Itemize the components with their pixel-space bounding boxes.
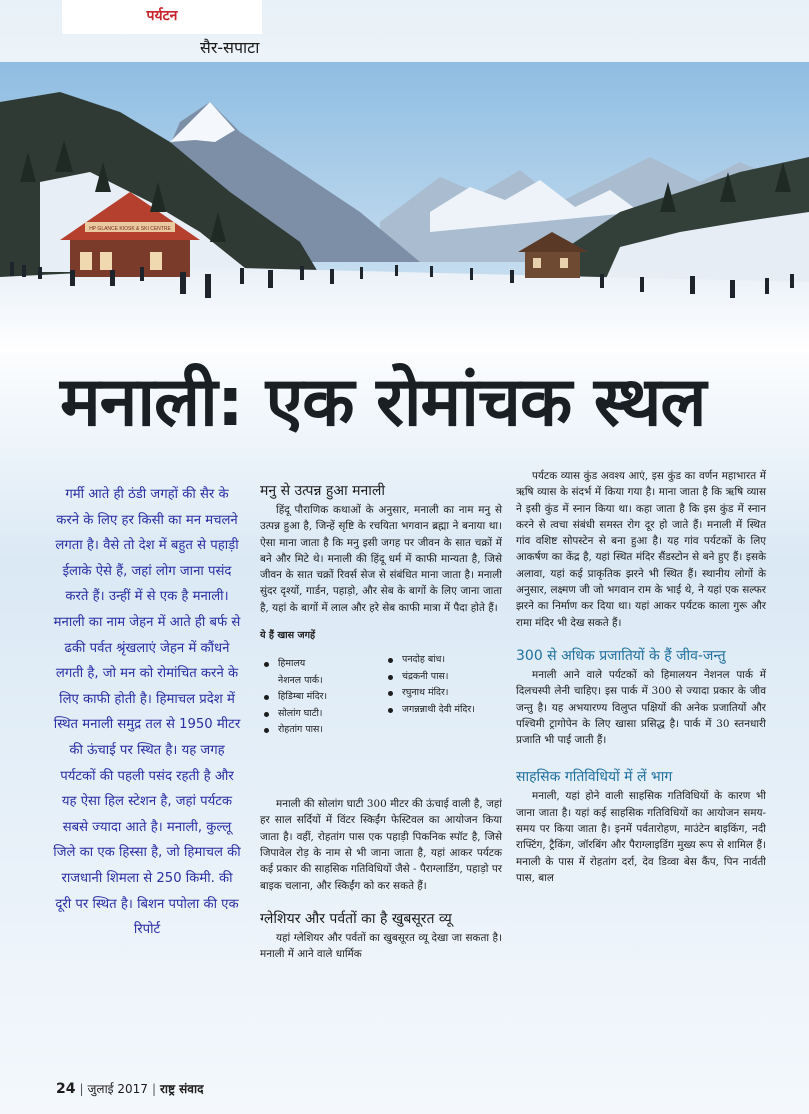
places-title: ये हैं खास जगहें [260, 630, 316, 642]
list-item: पनदोह बांध। [388, 652, 504, 669]
section-label: पर्यटन [146, 8, 178, 24]
page-number: 24 [56, 1081, 76, 1097]
intro-paragraph: गर्मी आते ही ठंडी जगहों की सैर के करने के लिए हर किसी का मन मचलने लगता है। वैसे तो देश में बहुत से पहाड़ी ईलाके ऐसे हैं, जहां लोग जाना पसंद करते हैं। उन्हीं में से एक है मनाली। मनाली का नाम जेहन में आते ही बर्फ से ढकी पर्वत श्रृंखलाएं जेहन में कौंधने लगती है, जो मन को रोमांचित करने के लिए काफी होती है। हिमाचल प्रदेश में स्थित मनाली समुद्र तल से 1950 मीटर की ऊंचाई पर स्थित है। यह जगह पर्यटकों की पहली पसंद रहती है और यह ऐसा हिल स्टेशन है, जहां पर्यटक सबसे ज्यादा आते है। मनाली, कुल्लू जिले का एक हिस्सा है, जो हिमाचल की राजधानी शिमला से 250 किमी. की दूरी पर स्थित है। बिशन पपोला की एक रिपोर्ट [53, 487, 241, 938]
magazine-name: राष्ट्र संवाद [159, 1082, 204, 1096]
paragraph-adventure: मनाली, यहां होने वाली साहसिक गतिविधियों के कारण भी जाना जाता है। यहां कई साहसिक गतिविधियों का आयोजन समय-समय पर किया जाता है। इनमें पर्वतारोहण, माउंटेन बाइकिंग, नदी राफ्टिंग, ट्रैकिंग, जॉरबिंग और पैराग्लाइडिंग मुख्य रूप से शामिल हैं। मनाली के पास में रोहतांग दर्रा, देव डिव्वा बेस कैंप, पिन नार्वती पास, बाल [516, 790, 766, 884]
section-tag [62, 0, 262, 34]
list-item: हिमालय नेशनल पार्क। [264, 656, 384, 689]
places-list-left [264, 656, 384, 739]
places-box [260, 628, 502, 784]
kiosk-sign-text: HP GLANCE KIOSK & SKI CENTRE [89, 226, 171, 232]
places-list-right [388, 652, 504, 718]
heading-manu: मनु से उत्पन्न हुआ मनाली [260, 483, 385, 499]
list-item: हिडिम्बा मंदिर। [264, 689, 384, 706]
list-item: चंद्रकनी पास। [388, 669, 504, 686]
issue-date: जुलाई 2017 [87, 1082, 148, 1096]
article-title: मनाली: एक रोमांचक स्थल [60, 363, 706, 442]
paragraph-glacier: यहां ग्लेशियर और पर्वतों का खुबसूरत व्यू देखा जा सकता है। मनाली में आने वाले धार्मिक [260, 931, 502, 961]
snow-valley-illustration [0, 62, 809, 352]
subsection-label: सैर-सपाटा [200, 38, 260, 57]
paragraph-vyas-kund: पर्यटक व्यास कुंड अवश्य आएं, इस कुंड का वर्णन महाभारत में ऋषि व्यास के संदर्भ में किया गया है। माना जाता है कि ऋषि व्यास ने इसी कुंड में स्नान किया था। कहा जाता है कि इस कुंड में स्नान करने से त्वचा संबंधी समस्त रोग दूर हो जाते हैं। मनाली में स्थित गांव वशिष्ट सोपस्टेन से बना हुआ है। यह गांव पर्यटकों के लिए आकर्षण का केंद्र है, यहां स्थित मंदिर सैंडस्टोन से बने हुए हैं। इसके अलावा, यहां कई प्राकृतिक झरने भी स्थित हैं। स्थानीय लोगों के अनुसार, लक्ष्मण जी जो भगवान राम के भाई थे, ने यहां एक सल्फर झरने का निर्माण कर दिया था। यहां आकर पर्यटक काला गुरू और रामा मंदिर भी देख सकते हैं। [516, 470, 766, 629]
paragraph-national-park: मनाली आने वाले पर्यटकों को हिमालयन नेशनल पार्क में दिलचस्पी लेनी चाहिए। इस पार्क में 300 से ज्यादा प्रकार के जीव जन्तु है। यह अभयारण्य विलुप्त पक्षियों की अनेक प्रजातियों और पश्चिमी ट्रागोपेन के लिए खासा प्रसिद्ध है। पार्क में 30 स्तनधारी प्रजाति भी पाई जाती हैं। [516, 668, 766, 747]
heading-adventure: साहसिक गतिविधियों में लें भाग [516, 769, 673, 786]
list-item: रघुनाथ मंदिर। [388, 685, 504, 702]
list-item: सोलांग घाटी। [264, 706, 384, 723]
heading-species: 300 से अधिक प्रजातियों के हैं जीव-जन्तु [516, 647, 726, 664]
paragraph-solang: मनाली की सोलांग घाटी 300 मीटर की ऊंचाई वाली है, जहां हर साल सर्दियों में विंटर स्किईंग फेस्टिवल का आयोजन किया जाता है। वहीं, रोहतांग पास एक पहाड़ी पिकनिक स्पॉट है, जिसे जिपावेल रोड़ के नाम से भी जाना जाता है, यहां आकर पर्यटक कई प्रकार की साहसिक गतिविधियों जैसे - पैराग्लाडिंग, पहाड़ो पर बाइक चलाना, और स्किईंग को कर सकते हैं। [260, 798, 502, 892]
right-column [516, 468, 766, 886]
page-footer [56, 1080, 203, 1100]
list-item: रोहतांग पास। [264, 722, 384, 739]
paragraph-manu: हिंदू पौराणिक कथाओं के अनुसार, मनाली का नाम मनु से उत्पन्न हुआ है, जिन्हें सृष्टि के रचयिता भगवान ब्रह्मा ने बनाया था। ऐसा माना जाता है कि मनु इसी जगह पर जीवन के सात चक्रों में बने और मिटे थे। मनाली की हिंदू धर्म में काफी मान्यता है, जिसे जीवन के सात चक्रों रिवर्स सेज से संबंधित माना जाता है। मनाली सुंदर दृश्यों, गार्डन, पहाड़ो, और सेब के बागों के लिए जाना जाता है, यहां के बागों में लाल और हरे सेब काफी मात्रा में पैदा होते हैं। [260, 504, 502, 614]
footer-separator: | [79, 1082, 84, 1096]
middle-column [260, 480, 502, 962]
heading-glacier: ग्लेशियर और पर्वतों का है खुबसूरत व्यू [260, 910, 452, 927]
list-item: जगन्नन्नाथी देवी मंदिर। [388, 702, 504, 719]
footer-separator: | [151, 1082, 156, 1096]
hero-photo [0, 62, 809, 352]
